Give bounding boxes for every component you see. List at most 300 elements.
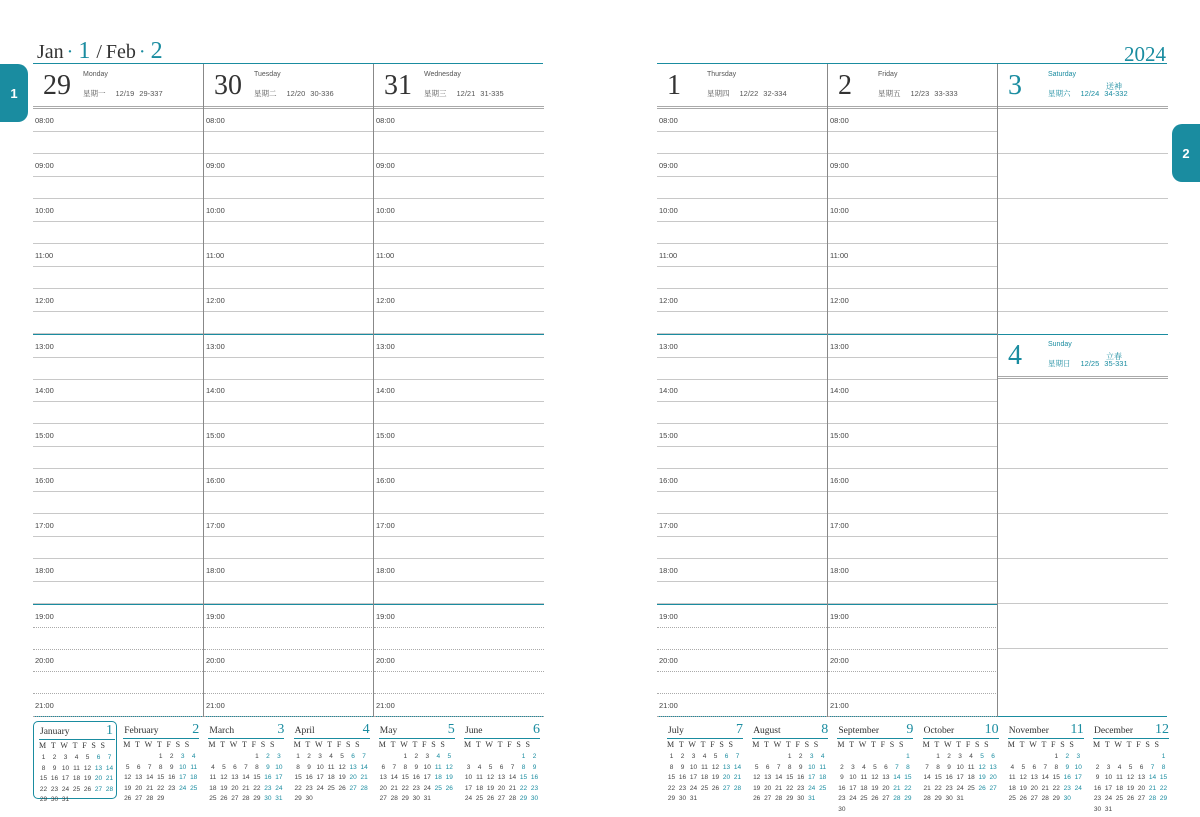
- mini-day[interactable]: 11: [476, 774, 483, 781]
- mini-day[interactable]: 21: [1148, 784, 1157, 792]
- mini-day[interactable]: 20: [231, 784, 239, 792]
- mini-day[interactable]: 23: [412, 784, 420, 792]
- mini-day[interactable]: 22: [667, 784, 676, 792]
- mini-day[interactable]: 2: [52, 754, 57, 761]
- hour-slot[interactable]: [828, 649, 998, 694]
- mini-day[interactable]: 26: [445, 784, 453, 792]
- mini-day[interactable]: 4: [191, 753, 196, 760]
- mini-day[interactable]: 1: [906, 753, 910, 760]
- hour-slot[interactable]: [657, 424, 827, 469]
- mini-day[interactable]: 6: [136, 763, 141, 771]
- mini-day[interactable]: 2: [169, 753, 174, 760]
- mini-day[interactable]: 29: [157, 795, 165, 802]
- mini-day[interactable]: 8: [787, 763, 792, 771]
- mini-day[interactable]: 5: [1021, 763, 1026, 771]
- mini-day[interactable]: 8: [521, 763, 526, 771]
- mini-day[interactable]: 1: [669, 753, 674, 760]
- mini-calendar-may[interactable]: [374, 721, 458, 802]
- mini-day[interactable]: 20: [94, 775, 103, 782]
- mini-day[interactable]: 12: [978, 763, 986, 771]
- mini-day[interactable]: 28: [923, 795, 931, 802]
- mini-day[interactable]: 31: [423, 795, 431, 802]
- hour-slot[interactable]: [204, 109, 374, 154]
- mini-day[interactable]: 8: [936, 763, 940, 771]
- mini-day[interactable]: 24: [956, 784, 964, 792]
- mini-day[interactable]: 5: [222, 763, 226, 771]
- mini-day[interactable]: 4: [74, 754, 79, 761]
- mini-day[interactable]: 10: [1104, 774, 1113, 781]
- mini-day[interactable]: 22: [1052, 784, 1060, 792]
- saturday-slot[interactable]: [998, 289, 1168, 334]
- mini-day[interactable]: 25: [72, 785, 81, 793]
- mini-day[interactable]: 2: [532, 753, 537, 760]
- mini-day[interactable]: 16: [1093, 784, 1102, 792]
- hour-slot[interactable]: [374, 469, 544, 514]
- mini-day[interactable]: 22: [401, 784, 409, 792]
- sunday-slot[interactable]: [998, 424, 1168, 469]
- hour-slot[interactable]: [828, 379, 998, 424]
- mini-day[interactable]: 11: [1116, 774, 1123, 781]
- mini-day[interactable]: 11: [967, 763, 975, 771]
- mini-day[interactable]: 15: [786, 774, 794, 781]
- mini-day[interactable]: 7: [1043, 763, 1048, 771]
- mini-day[interactable]: 12: [445, 763, 453, 771]
- mini-day[interactable]: 24: [849, 795, 857, 802]
- mini-day[interactable]: 12: [871, 774, 879, 781]
- month-tab-1[interactable]: 1: [0, 64, 28, 122]
- mini-day[interactable]: 14: [242, 774, 250, 781]
- mini-day[interactable]: 19: [753, 784, 761, 792]
- hour-slot[interactable]: [374, 109, 544, 154]
- hour-slot[interactable]: [204, 379, 374, 424]
- mini-day[interactable]: 8: [403, 763, 408, 771]
- hour-slot[interactable]: [374, 559, 544, 604]
- mini-day[interactable]: 12: [1019, 774, 1027, 781]
- mini-day[interactable]: 17: [956, 774, 964, 781]
- mini-day[interactable]: 5: [85, 754, 90, 761]
- mini-day[interactable]: 27: [379, 795, 387, 802]
- hour-slot[interactable]: [657, 559, 827, 604]
- mini-day[interactable]: 4: [329, 753, 333, 760]
- mini-day[interactable]: 9: [414, 763, 419, 771]
- mini-day[interactable]: 25: [190, 784, 198, 792]
- mini-day[interactable]: 27: [1137, 795, 1146, 802]
- sunday-slot[interactable]: [998, 379, 1168, 424]
- mini-day[interactable]: 25: [1008, 795, 1016, 802]
- hour-slot[interactable]: [374, 154, 544, 199]
- mini-day[interactable]: 16: [838, 784, 846, 792]
- month-tab-2[interactable]: 2: [1172, 124, 1200, 182]
- hour-slot[interactable]: [657, 109, 827, 154]
- hour-slot[interactable]: [204, 604, 374, 649]
- mini-day[interactable]: 30: [264, 795, 272, 802]
- mini-day[interactable]: 12: [124, 774, 132, 781]
- mini-day[interactable]: 25: [327, 784, 335, 792]
- mini-day[interactable]: 27: [989, 784, 997, 792]
- mini-day[interactable]: 21: [923, 784, 931, 792]
- hour-slot[interactable]: [828, 514, 998, 559]
- mini-calendar-april[interactable]: [289, 721, 373, 802]
- mini-day[interactable]: 9: [1095, 774, 1100, 781]
- mini-calendar-january[interactable]: [33, 721, 117, 803]
- mini-calendar-september[interactable]: [832, 721, 916, 813]
- mini-day[interactable]: 6: [1032, 763, 1037, 771]
- mini-day[interactable]: 5: [1128, 763, 1133, 771]
- mini-day[interactable]: 23: [678, 784, 687, 792]
- mini-day[interactable]: 2: [1065, 753, 1070, 760]
- mini-day[interactable]: 7: [147, 763, 152, 771]
- mini-day[interactable]: 18: [434, 774, 442, 781]
- mini-day[interactable]: 4: [211, 763, 215, 771]
- mini-day[interactable]: 8: [1161, 763, 1166, 771]
- mini-day[interactable]: 30: [305, 795, 313, 802]
- mini-day[interactable]: 11: [190, 763, 198, 771]
- mini-day[interactable]: 28: [1148, 795, 1157, 802]
- mini-day[interactable]: 17: [464, 784, 473, 792]
- mini-day[interactable]: 13: [497, 774, 506, 781]
- mini-day[interactable]: 21: [1041, 784, 1049, 792]
- mini-day[interactable]: 23: [838, 795, 846, 802]
- mini-day[interactable]: 1: [296, 753, 300, 760]
- mini-day[interactable]: 2: [798, 753, 803, 760]
- mini-day[interactable]: 22: [934, 784, 942, 792]
- mini-day[interactable]: 4: [862, 763, 866, 771]
- mini-day[interactable]: 19: [445, 774, 453, 781]
- mini-day[interactable]: 23: [305, 784, 313, 792]
- sunday-slot[interactable]: [998, 649, 1168, 694]
- mini-day[interactable]: 3: [958, 753, 962, 760]
- mini-day[interactable]: 19: [871, 784, 879, 792]
- mini-calendar-july[interactable]: [662, 721, 746, 802]
- mini-day[interactable]: 7: [895, 763, 899, 771]
- mini-day[interactable]: 6: [351, 753, 355, 760]
- saturday-slot[interactable]: [998, 109, 1168, 154]
- mini-day[interactable]: 18: [209, 784, 217, 792]
- hour-slot[interactable]: [657, 334, 827, 379]
- mini-day[interactable]: 17: [275, 774, 283, 781]
- mini-day[interactable]: 14: [508, 774, 517, 781]
- mini-day[interactable]: 15: [934, 774, 942, 781]
- hour-slot[interactable]: [204, 199, 374, 244]
- sunday-slot[interactable]: [998, 604, 1168, 649]
- mini-day[interactable]: 13: [764, 774, 772, 781]
- mini-day[interactable]: 20: [1030, 784, 1038, 792]
- hour-slot[interactable]: [204, 244, 374, 289]
- mini-day[interactable]: 29: [519, 795, 528, 802]
- mini-day[interactable]: 14: [390, 774, 398, 781]
- mini-day[interactable]: 26: [753, 795, 761, 802]
- mini-day[interactable]: 30: [412, 795, 420, 802]
- mini-day[interactable]: 2: [947, 753, 951, 760]
- mini-day[interactable]: 9: [532, 763, 537, 771]
- mini-day[interactable]: 9: [947, 763, 951, 771]
- hour-slot[interactable]: [828, 199, 998, 244]
- mini-day[interactable]: 18: [327, 774, 335, 781]
- mini-day[interactable]: 14: [733, 763, 742, 771]
- hour-slot[interactable]: [828, 244, 998, 289]
- hour-slot[interactable]: [374, 334, 544, 379]
- mini-day[interactable]: 29: [786, 795, 794, 802]
- mini-day[interactable]: 16: [1063, 774, 1071, 781]
- mini-day[interactable]: 30: [50, 796, 59, 803]
- mini-day[interactable]: 28: [893, 795, 901, 802]
- mini-day[interactable]: 14: [146, 774, 154, 781]
- mini-day[interactable]: 14: [893, 774, 901, 781]
- hour-slot[interactable]: [33, 514, 203, 559]
- mini-day[interactable]: 1: [158, 753, 163, 760]
- hour-slot[interactable]: [204, 289, 374, 334]
- mini-day[interactable]: 16: [797, 774, 805, 781]
- mini-day[interactable]: 25: [700, 784, 709, 792]
- mini-day[interactable]: 31: [1104, 805, 1113, 813]
- mini-day[interactable]: 18: [819, 774, 827, 781]
- mini-day[interactable]: 15: [253, 774, 261, 781]
- mini-day[interactable]: 1: [403, 753, 408, 760]
- mini-day[interactable]: 21: [508, 784, 517, 792]
- mini-day[interactable]: 9: [266, 763, 270, 771]
- mini-day[interactable]: 28: [146, 795, 154, 802]
- mini-day[interactable]: 29: [253, 795, 261, 802]
- mini-day[interactable]: 14: [775, 774, 783, 781]
- mini-day[interactable]: 6: [884, 763, 888, 771]
- mini-day[interactable]: 21: [146, 784, 154, 792]
- mini-day[interactable]: 9: [169, 763, 174, 771]
- mini-day[interactable]: 27: [722, 784, 731, 792]
- mini-day[interactable]: 2: [414, 753, 419, 760]
- mini-day[interactable]: 5: [340, 753, 344, 760]
- mini-day[interactable]: 21: [893, 784, 901, 792]
- hour-slot[interactable]: [828, 424, 998, 469]
- hour-slot[interactable]: [828, 604, 998, 649]
- hour-slot[interactable]: [204, 559, 374, 604]
- mini-day[interactable]: 20: [379, 784, 387, 792]
- mini-day[interactable]: 25: [967, 784, 975, 792]
- mini-day[interactable]: 29: [1159, 795, 1168, 802]
- mini-day[interactable]: 5: [488, 763, 493, 771]
- mini-day[interactable]: 10: [808, 763, 816, 771]
- saturday-slot[interactable]: [998, 199, 1168, 244]
- hour-slot[interactable]: [204, 649, 374, 694]
- mini-day[interactable]: 19: [338, 774, 346, 781]
- mini-day[interactable]: 18: [1115, 784, 1124, 792]
- mini-day[interactable]: 14: [360, 763, 368, 771]
- mini-day[interactable]: 22: [786, 784, 794, 792]
- mini-day[interactable]: 24: [464, 795, 473, 802]
- mini-day[interactable]: 13: [1030, 774, 1038, 781]
- mini-day[interactable]: 20: [764, 784, 772, 792]
- mini-day[interactable]: 15: [39, 775, 48, 782]
- hour-slot[interactable]: [374, 379, 544, 424]
- mini-day[interactable]: 7: [244, 763, 248, 771]
- mini-day[interactable]: 20: [135, 784, 143, 792]
- mini-day[interactable]: 18: [72, 775, 81, 782]
- mini-day[interactable]: 10: [956, 763, 964, 771]
- mini-day[interactable]: 7: [1150, 763, 1155, 771]
- mini-day[interactable]: 28: [1041, 795, 1049, 802]
- mini-day[interactable]: 3: [318, 753, 322, 760]
- mini-day[interactable]: 23: [797, 784, 805, 792]
- mini-day[interactable]: 11: [860, 774, 868, 781]
- mini-day[interactable]: 5: [873, 763, 877, 771]
- mini-day[interactable]: 12: [1126, 774, 1135, 781]
- mini-day[interactable]: 2: [266, 753, 270, 760]
- mini-day[interactable]: 23: [530, 784, 539, 792]
- mini-day[interactable]: 11: [209, 774, 217, 781]
- mini-day[interactable]: 31: [275, 795, 283, 802]
- mini-day[interactable]: 3: [851, 763, 855, 771]
- mini-day[interactable]: 7: [735, 753, 740, 760]
- mini-calendar-march[interactable]: [203, 721, 287, 802]
- mini-day[interactable]: 16: [678, 774, 687, 781]
- mini-day[interactable]: 27: [135, 795, 143, 802]
- hour-slot[interactable]: [657, 154, 827, 199]
- mini-day[interactable]: 10: [275, 763, 283, 771]
- mini-day[interactable]: 9: [52, 764, 57, 772]
- mini-day[interactable]: 24: [275, 784, 283, 792]
- mini-day[interactable]: 24: [1074, 784, 1082, 792]
- mini-day[interactable]: 10: [316, 763, 324, 771]
- mini-day[interactable]: 16: [530, 774, 539, 781]
- mini-day[interactable]: 29: [39, 796, 48, 803]
- mini-day[interactable]: 18: [700, 774, 709, 781]
- mini-day[interactable]: 15: [401, 774, 409, 781]
- mini-day[interactable]: 17: [316, 774, 324, 781]
- mini-day[interactable]: 10: [689, 763, 698, 771]
- mini-day[interactable]: 17: [1074, 774, 1082, 781]
- saturday-slot[interactable]: [998, 154, 1168, 199]
- hour-slot[interactable]: [33, 154, 203, 199]
- sunday-slot[interactable]: [998, 469, 1168, 514]
- hour-slot[interactable]: [374, 514, 544, 559]
- mini-day[interactable]: 30: [1093, 805, 1102, 813]
- hour-slot[interactable]: [828, 289, 998, 334]
- mini-day[interactable]: 10: [464, 774, 473, 781]
- hour-slot[interactable]: [204, 154, 374, 199]
- mini-day[interactable]: 29: [294, 795, 302, 802]
- mini-day[interactable]: 15: [1052, 774, 1060, 781]
- hour-slot[interactable]: [33, 604, 203, 649]
- mini-day[interactable]: 9: [680, 763, 685, 771]
- mini-day[interactable]: 5: [447, 753, 452, 760]
- mini-day[interactable]: 19: [83, 775, 92, 782]
- mini-day[interactable]: 13: [722, 763, 731, 771]
- hour-slot[interactable]: [33, 199, 203, 244]
- mini-day[interactable]: 31: [61, 796, 70, 803]
- mini-day[interactable]: 16: [168, 774, 176, 781]
- mini-day[interactable]: 30: [945, 795, 953, 802]
- mini-day[interactable]: 6: [724, 753, 729, 760]
- mini-day[interactable]: 4: [1117, 763, 1122, 771]
- mini-day[interactable]: 28: [242, 795, 250, 802]
- mini-day[interactable]: 20: [349, 774, 357, 781]
- mini-day[interactable]: 18: [1008, 784, 1016, 792]
- mini-calendar-november[interactable]: [1003, 721, 1087, 802]
- hour-slot[interactable]: [33, 469, 203, 514]
- mini-day[interactable]: 14: [1041, 774, 1049, 781]
- hour-slot[interactable]: [657, 469, 827, 514]
- mini-day[interactable]: 25: [819, 784, 827, 792]
- mini-day[interactable]: 17: [689, 774, 698, 781]
- hour-slot[interactable]: [204, 469, 374, 514]
- hour-slot[interactable]: [33, 334, 203, 379]
- mini-day[interactable]: 25: [209, 795, 217, 802]
- mini-day[interactable]: 15: [667, 774, 676, 781]
- hour-slot[interactable]: [828, 109, 998, 154]
- mini-day[interactable]: 3: [1106, 763, 1111, 771]
- mini-day[interactable]: 19: [124, 784, 132, 792]
- mini-calendar-june[interactable]: [459, 721, 543, 802]
- mini-day[interactable]: 7: [776, 763, 781, 771]
- mini-day[interactable]: 11: [327, 763, 335, 771]
- mini-day[interactable]: 9: [840, 774, 844, 781]
- hour-slot[interactable]: [374, 199, 544, 244]
- mini-day[interactable]: 30: [530, 795, 539, 802]
- mini-day[interactable]: 10: [423, 763, 431, 771]
- mini-day[interactable]: 28: [105, 785, 114, 793]
- mini-day[interactable]: 21: [775, 784, 783, 792]
- hour-slot[interactable]: [828, 469, 998, 514]
- mini-day[interactable]: 17: [849, 784, 857, 792]
- mini-day[interactable]: 31: [808, 795, 816, 802]
- mini-day[interactable]: 15: [519, 774, 528, 781]
- hour-slot[interactable]: [657, 604, 827, 649]
- mini-day[interactable]: 21: [390, 784, 398, 792]
- mini-day[interactable]: 25: [1115, 795, 1124, 802]
- mini-day[interactable]: 18: [860, 784, 868, 792]
- mini-day[interactable]: 1: [787, 753, 792, 760]
- hour-slot[interactable]: [374, 424, 544, 469]
- mini-day[interactable]: 9: [798, 763, 803, 771]
- hour-slot[interactable]: [33, 109, 203, 154]
- mini-day[interactable]: 28: [775, 795, 783, 802]
- mini-day[interactable]: 8: [669, 763, 674, 771]
- mini-day[interactable]: 12: [753, 774, 761, 781]
- mini-day[interactable]: 23: [168, 784, 176, 792]
- mini-day[interactable]: 21: [242, 784, 250, 792]
- hour-slot[interactable]: [828, 154, 998, 199]
- mini-day[interactable]: 6: [1139, 763, 1144, 771]
- mini-day[interactable]: 24: [1104, 795, 1113, 802]
- mini-day[interactable]: 1: [1054, 753, 1059, 760]
- mini-day[interactable]: 25: [860, 795, 868, 802]
- mini-day[interactable]: 12: [220, 774, 228, 781]
- mini-day[interactable]: 13: [349, 763, 357, 771]
- mini-day[interactable]: 30: [797, 795, 805, 802]
- mini-day[interactable]: 13: [94, 764, 103, 772]
- mini-day[interactable]: 8: [1054, 763, 1059, 771]
- mini-day[interactable]: 8: [296, 763, 300, 771]
- mini-day[interactable]: 1: [1161, 753, 1166, 760]
- mini-day[interactable]: 27: [231, 795, 239, 802]
- mini-day[interactable]: 26: [338, 784, 346, 792]
- mini-day[interactable]: 24: [316, 784, 324, 792]
- hour-slot[interactable]: [204, 514, 374, 559]
- saturday-slot[interactable]: [998, 244, 1168, 289]
- mini-day[interactable]: 10: [61, 764, 70, 772]
- mini-day[interactable]: 19: [978, 774, 986, 781]
- mini-day[interactable]: 16: [50, 775, 59, 782]
- mini-day[interactable]: 2: [1095, 763, 1100, 771]
- mini-day[interactable]: 3: [63, 754, 68, 761]
- mini-day[interactable]: 8: [158, 763, 163, 771]
- mini-day[interactable]: 3: [809, 753, 814, 760]
- mini-day[interactable]: 5: [125, 763, 130, 771]
- mini-day[interactable]: 7: [107, 754, 112, 761]
- mini-day[interactable]: 30: [1063, 795, 1071, 802]
- hour-slot[interactable]: [33, 244, 203, 289]
- hour-slot[interactable]: [657, 199, 827, 244]
- mini-day[interactable]: 31: [689, 795, 698, 802]
